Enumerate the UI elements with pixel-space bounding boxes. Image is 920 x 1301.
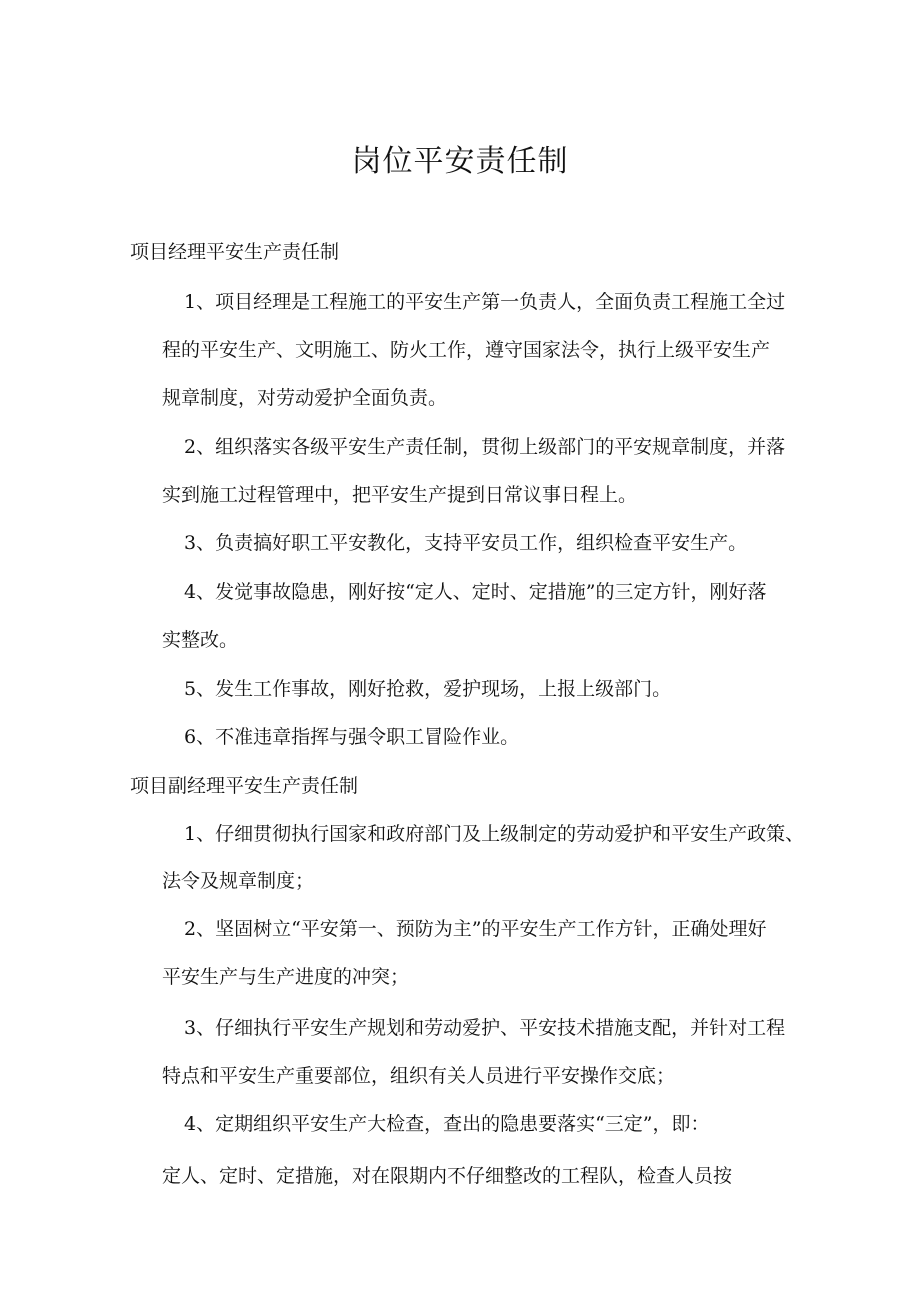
paragraph-line: 3、仔细执行平安生产规划和劳动爱护、平安技术措施支配，并针对工程	[184, 1017, 786, 1039]
paragraph-line: 程的平安生产、文明施工、防火工作，遵守国家法令，执行上级平安生产	[162, 339, 771, 361]
document-title: 岗位平安责任制	[351, 144, 569, 179]
paragraph-line: 实整改。	[162, 629, 239, 651]
paragraph-line: 3、负责搞好职工平安教化，支持平安员工作，组织检查平安生产。	[184, 532, 748, 554]
paragraph-line: 5、发生工作事故，刚好抢救，爱护现场，上报上级部门。	[184, 678, 672, 700]
paragraph-line: 实到施工过程管理中，把平安生产提到日常议事日程上。	[162, 484, 638, 506]
paragraph-line: 平安生产与生产进度的冲突；	[162, 966, 410, 988]
paragraph-line: 法令及规章制度；	[162, 870, 315, 892]
paragraph-line: 2、坚固树立“平安第一、预防为主”的平安生产工作方针，正确处理好	[184, 918, 767, 940]
paragraph-line: 1、项目经理是工程施工的平安生产第一负责人，全面负责工程施工全过	[184, 291, 786, 313]
paragraph-line: 规章制度，对劳动爱护全面负责。	[162, 387, 448, 409]
section-heading: 项目经理平安生产责任制	[130, 241, 340, 263]
paragraph-line: 定人、定时、定措施，对在限期内不仔细整改的工程队，检查人员按	[162, 1165, 733, 1187]
section-heading: 项目副经理平安生产责任制	[130, 775, 359, 797]
paragraph-line: 1、仔细贯彻执行国家和政府部门及上级制定的劳动爱护和平安生产政策、	[184, 823, 805, 845]
paragraph-line: 6、不准违章指挥与强令职工冒险作业。	[184, 726, 520, 748]
paragraph-line: 特点和平安生产重要部位，组织有关人员进行平安操作交底；	[162, 1065, 676, 1087]
paragraph-line: 2、组织落实各级平安生产责任制，贯彻上级部门的平安规章制度，并落	[184, 436, 786, 458]
paragraph-line: 4、定期组织平安生产大检查，查出的隐患要落实“三定”，即：	[184, 1113, 710, 1135]
paragraph-line: 4、发觉事故隐患，刚好按“定人、定时、定措施”的三定方针，刚好落	[184, 581, 767, 603]
